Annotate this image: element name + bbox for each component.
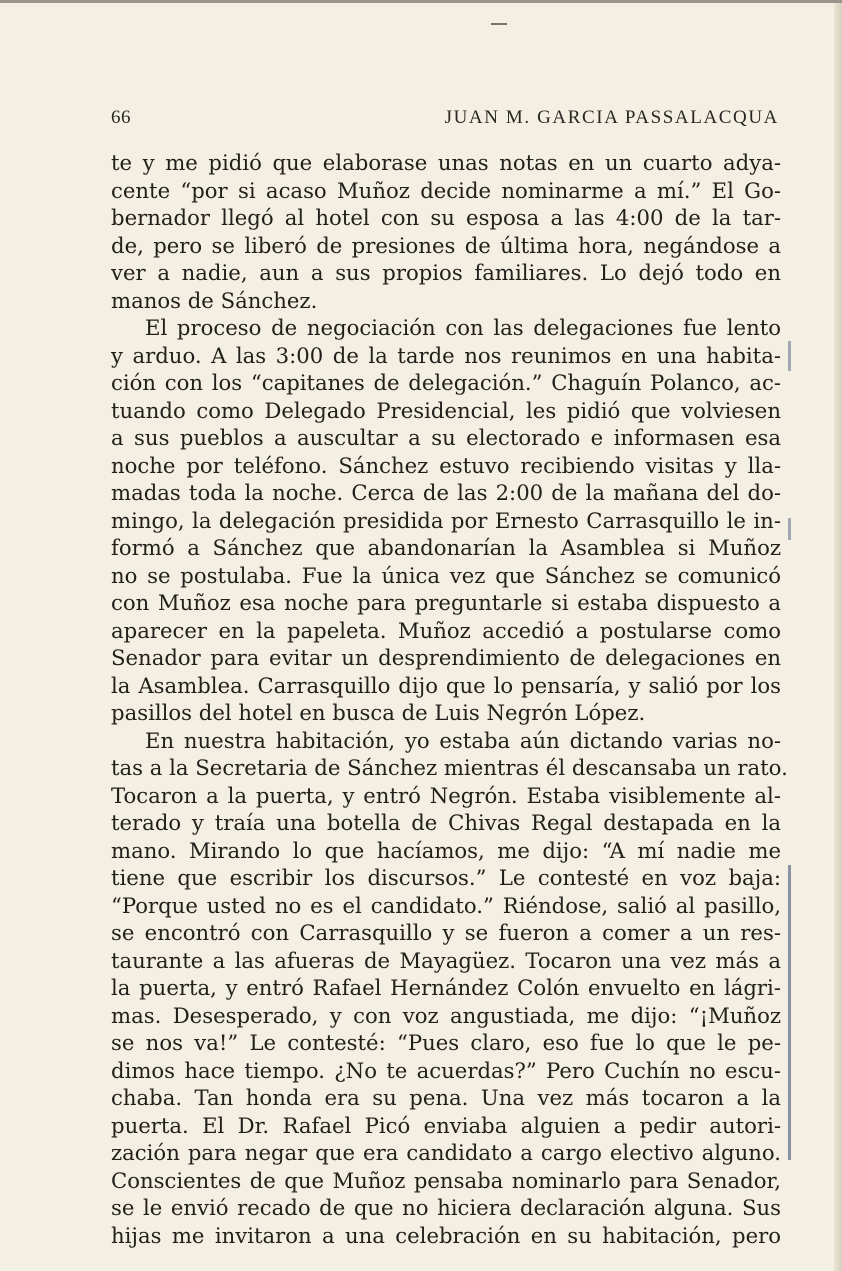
text-line: tas a la Secretaria de Sánchez mientras él descansaba un rato.	[111, 755, 788, 780]
text-line: Conscientes de que Muñoz pensaba nominarlo para Senador,	[111, 1167, 781, 1193]
page-edge-shadow	[834, 3, 842, 1271]
text-line: Tocaron a la puerta, y entró Negrón. Estaba visiblemente al-	[111, 782, 781, 808]
text-line: pasillos del hotel en busca de Luis Negrón López.	[111, 700, 646, 725]
text-line: la Asamblea. Carrasquillo dijo que lo pensaría, y salió por los	[111, 672, 781, 698]
text-line: aparecer en la papeleta. Muñoz accedió a postularse como	[111, 617, 781, 643]
text-line: chaba. Tan honda era su pena. Una vez más tocaron a la	[111, 1085, 781, 1110]
text-line: zación para negar que era candidato a cargo electivo alguno.	[111, 1140, 781, 1165]
text-line: mas. Desesperado, y con voz angustiada, me dijo: “¡Muñoz	[111, 1002, 781, 1028]
text-line: Senador para evitar un desprendimiento de delegaciones en	[111, 645, 781, 670]
text-line: puerta. El Dr. Rafael Picó enviaba alguien a pedir autori-	[111, 1112, 781, 1138]
page-number: 66	[111, 107, 131, 128]
text-line: tiene que escribir los discursos.” Le contesté en voz baja:	[111, 865, 781, 890]
text-line: y arduo. A las 3:00 de la tarde nos reunimos en una habita-	[111, 342, 781, 368]
text-line: de, pero se liberó de presiones de última hora, negándose a	[111, 232, 781, 258]
text-line: madas toda la noche. Cerca de las 2:00 de la mañana del do-	[111, 480, 781, 505]
margin-annotation-bar	[788, 865, 791, 1160]
text-line: terado y traía una botella de Chivas Regal destapada en la	[111, 810, 781, 835]
text-line: dimos hace tiempo. ¿No te acuerdas?” Pero Cuchín no escu-	[111, 1057, 781, 1083]
text-line: taurante a las afueras de Mayagüez. Tocaron una vez más a	[111, 947, 781, 973]
text-line: se le envió recado de que no hiciera declaración alguna. Sus	[111, 1195, 781, 1220]
text-line: En nuestra habitación, yo estaba aún dictando varias no-	[145, 727, 781, 753]
text-line: noche por teléfono. Sánchez estuvo recibiendo visitas y lla-	[111, 452, 781, 478]
text-line: hijas me invitaron a una celebración en su habitación, pero	[111, 1222, 781, 1248]
margin-annotation-tick	[788, 518, 791, 540]
text-line: bernador llegó al hotel con su esposa a las 4:00 de la tar-	[111, 205, 781, 230]
text-line: cente “por si acaso Muñoz decide nominarme a mí.” El Go-	[111, 177, 781, 203]
text-line: se nos va!” Le contesté: “Pues claro, eso fue lo que le pe-	[111, 1030, 781, 1055]
text-line: la puerta, y entró Rafael Hernández Colón envuelto en lágri-	[111, 975, 781, 1000]
margin-annotation-tick	[788, 341, 791, 371]
text-line: El proceso de negociación con las delegaciones fue lento	[145, 315, 781, 340]
scan-mark	[491, 23, 507, 25]
text-line: mingo, la delegación presidida por Ernesto Carrasquillo le in-	[111, 507, 781, 533]
running-header	[111, 107, 779, 133]
text-line: ver a nadie, aun a sus propios familiares. Lo dejó todo en	[111, 260, 781, 285]
text-line: formó a Sánchez que abandonarían la Asamblea si Muñoz	[111, 535, 781, 560]
text-line: mano. Mirando lo que hacíamos, me dijo: “A mí nadie me	[111, 837, 781, 863]
body-text	[111, 149, 788, 1249]
text-line: con Muñoz esa noche para preguntarle si estaba dispuesto a	[111, 590, 781, 615]
text-line: “Porque usted no es el candidato.” Riéndose, salió al pasillo,	[111, 892, 781, 918]
text-line: te y me pidió que elaborase unas notas en un cuarto adya-	[111, 150, 781, 175]
text-line: manos de Sánchez.	[111, 287, 318, 313]
text-line: tuando como Delegado Presidencial, les pidió que volviesen	[111, 397, 781, 423]
text-line: a sus pueblos a auscultar a su electorado e informasen esa	[111, 425, 781, 450]
text-line: ción con los “capitanes de delegación.” Chaguín Polanco, ac-	[111, 370, 781, 395]
text-line: no se postulaba. Fue la única vez que Sánchez se comunicó	[111, 562, 781, 588]
text-line: se encontró con Carrasquillo y se fueron a comer a un res-	[111, 920, 781, 945]
running-title: JUAN M. GARCIA PASSALACQUA	[444, 107, 779, 128]
